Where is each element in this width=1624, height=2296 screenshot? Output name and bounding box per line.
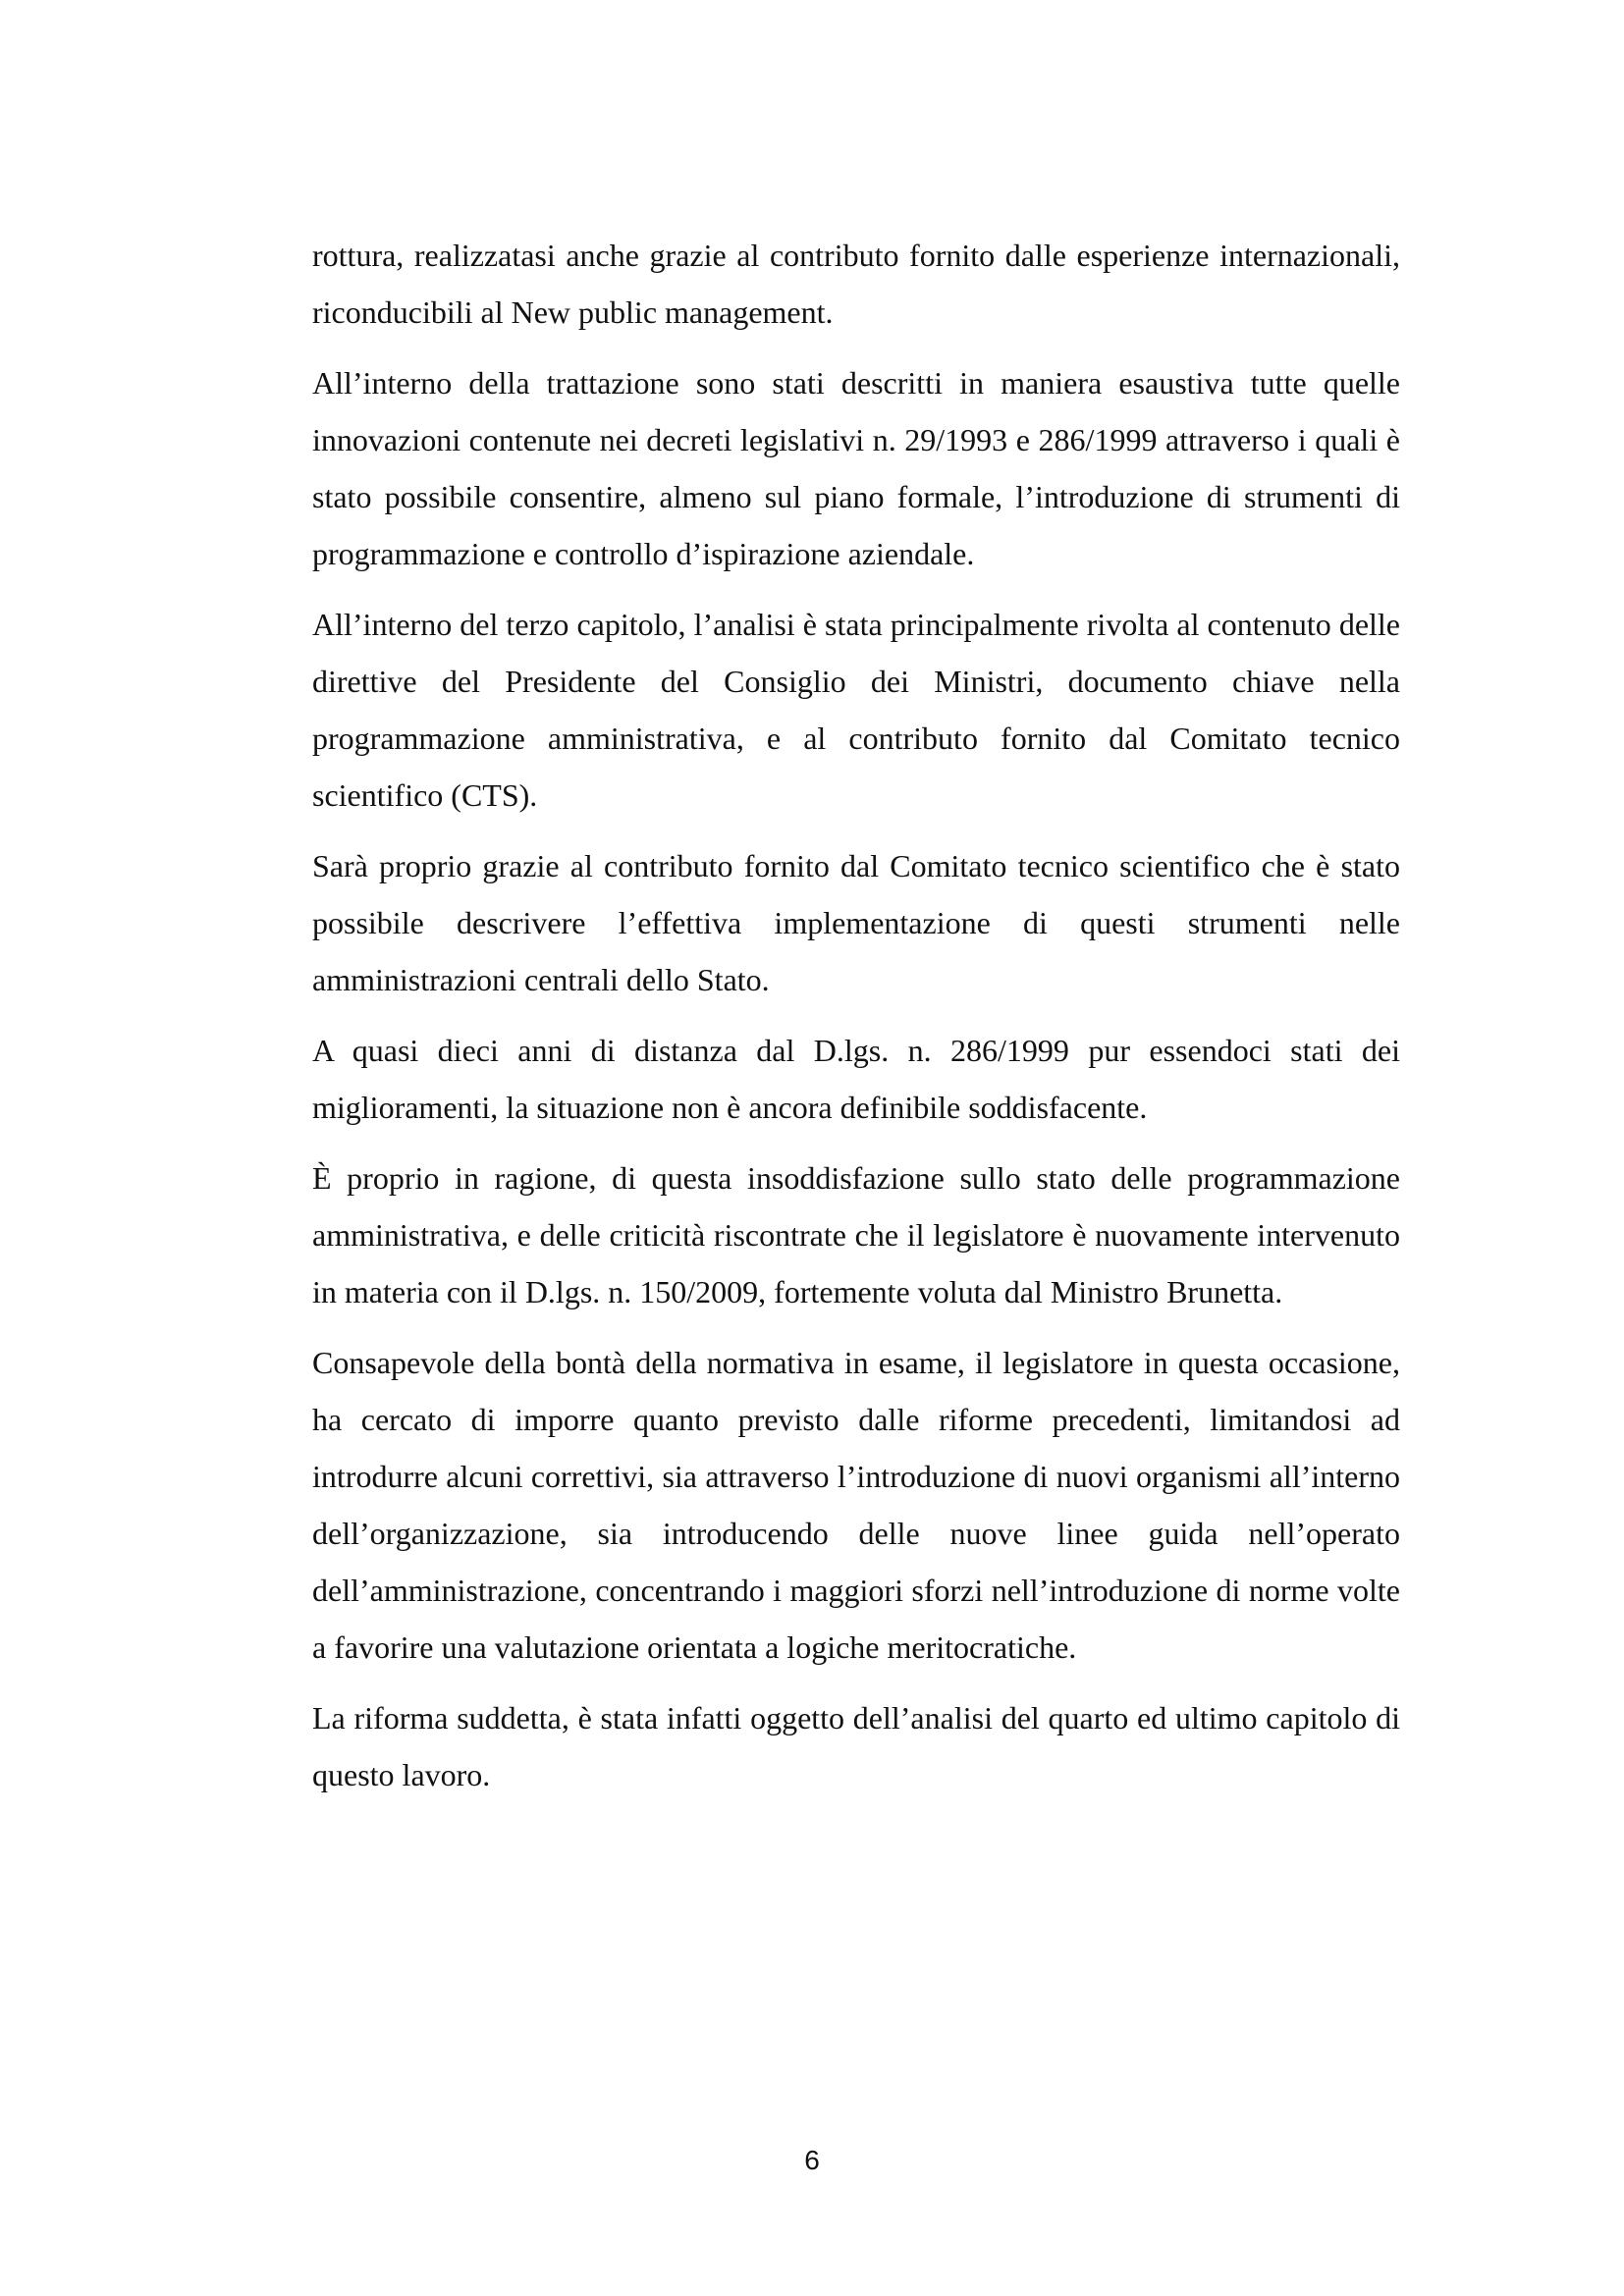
paragraph: La riforma suddetta, è stata infatti oggetto dell’analisi del quarto ed ultimo capitolo di questo lavoro.	[312, 1700, 1400, 1792]
paragraph: All’interno della trattazione sono stati descritti in maniera esaustiva tutte quelle innovazioni contenute nei decreti legislativi n. 29/1993 e 286/1999 attraverso i quali è stato possibile consentire, almeno sul piano formale, l’introduzione di strumenti di programmazione e controllo d’ispirazione aziendale.	[312, 365, 1400, 571]
paragraph: All’interno del terzo capitolo, l’analisi è stata principalmente rivolta al contenuto delle direttive del Presidente del Consiglio dei Ministri, documento chiave nella programmazione amministrativa, e al contributo fornito dal Comitato tecnico scientifico (CTS).	[312, 607, 1400, 813]
paragraph: È proprio in ragione, di questa insoddisfazione sullo stato delle programmazione amministrativa, e delle criticità riscontrate che il legislatore è nuovamente intervenuto in materia con il D.lgs. n. 150/2009, fortemente voluta dal Ministro Brunetta.	[312, 1160, 1400, 1309]
paragraph: Consapevole della bontà della normativa in esame, il legislatore in questa occasione, ha cercato di imporre quanto previsto dalle riforme precedenti, limitandosi ad introdurre alcuni correttivi, sia attraverso l’introduzione di nuovi organismi all’interno dell’organizzazione, sia introducendo delle nuove linee guida nell’operato dell’amministrazione, concentrando i maggiori sforzi nell’introduzione di norme volte a favorire una valutazione orientata a logiche meritocratiche.	[312, 1345, 1400, 1665]
page-number: 6	[804, 2145, 820, 2175]
body-text	[312, 227, 1400, 1817]
paragraph: rottura, realizzatasi anche grazie al contributo fornito dalle esperienze internazionali, riconducibili al New public management.	[312, 238, 1400, 330]
paragraph: Sarà proprio grazie al contributo fornito dal Comitato tecnico scientifico che è stato possibile descrivere l’effettiva implementazione di questi strumenti nelle amministrazioni centrali dello Stato.	[312, 848, 1400, 997]
paragraph: A quasi dieci anni di distanza dal D.lgs. n. 286/1999 pur essendoci stati dei miglioramenti, la situazione non è ancora definibile soddisfacente.	[312, 1033, 1400, 1125]
